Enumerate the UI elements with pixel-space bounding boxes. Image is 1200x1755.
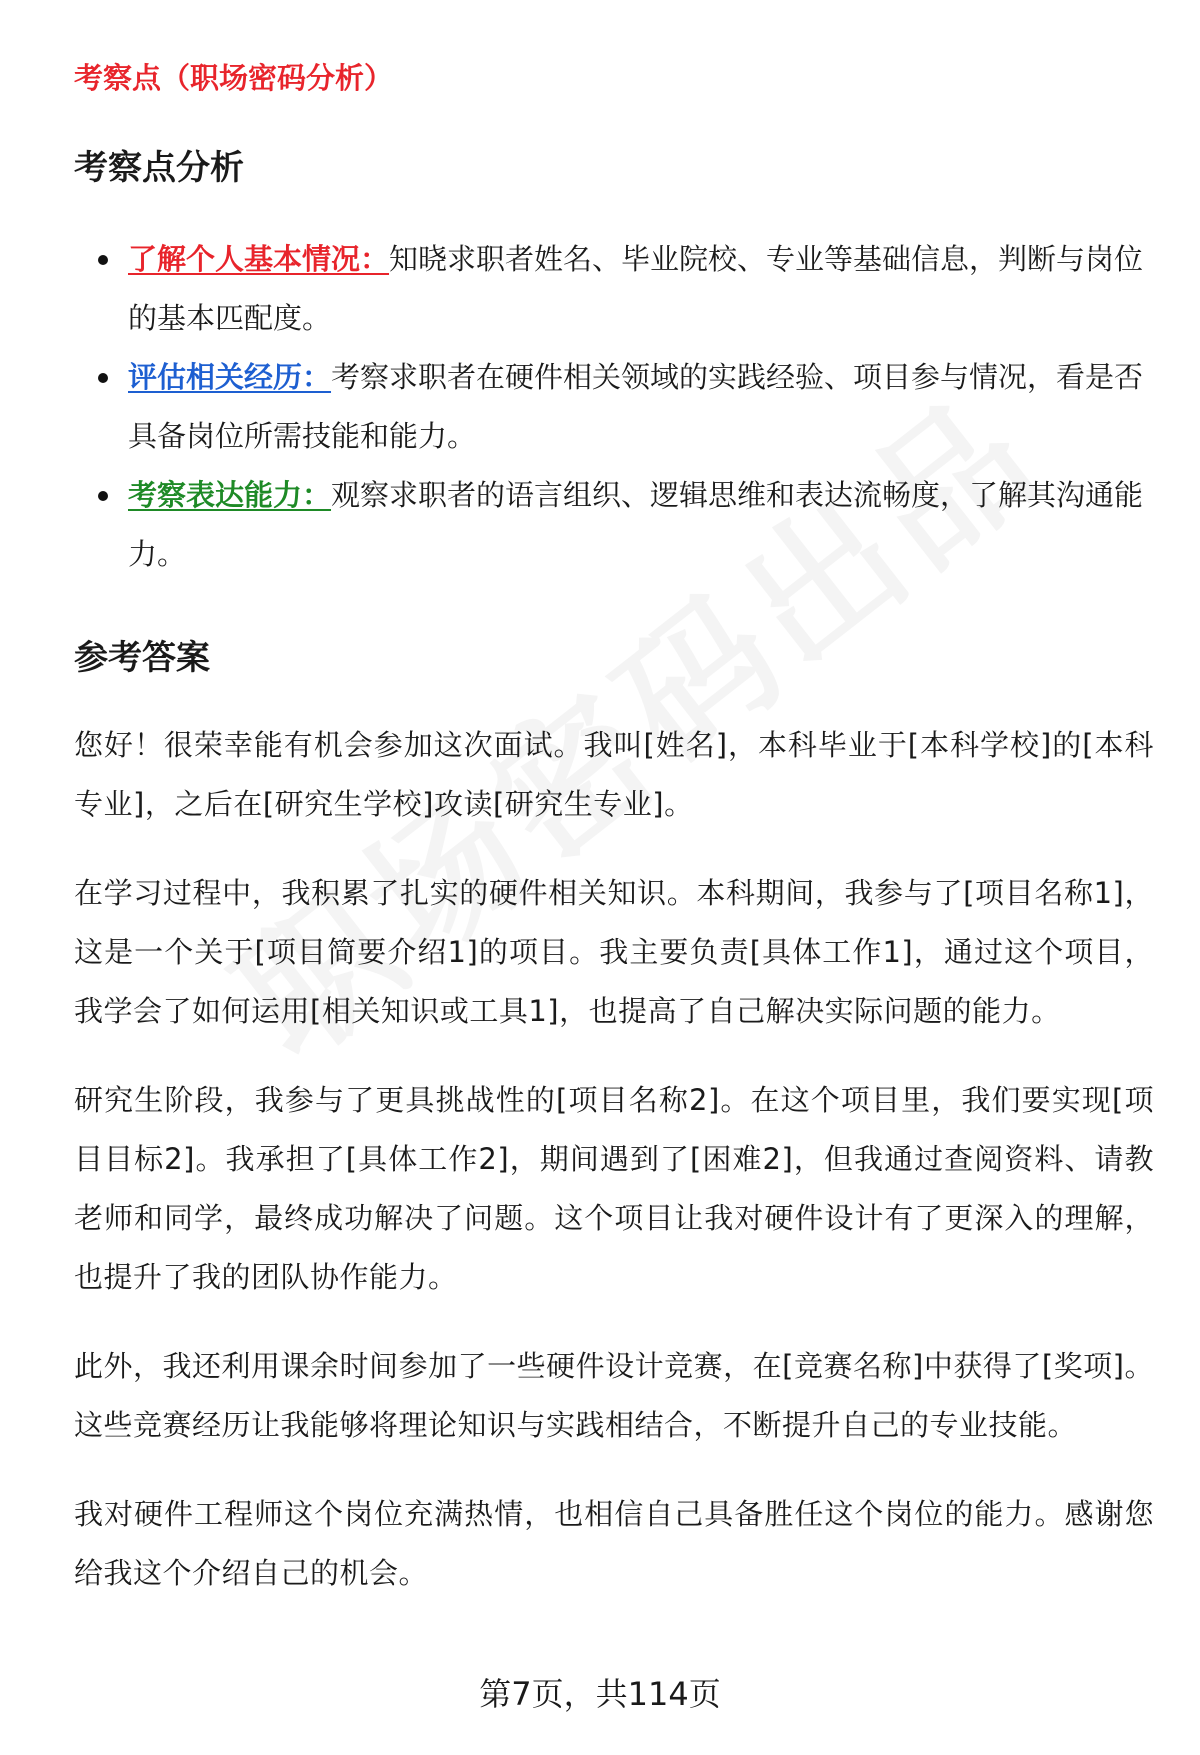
bullet-icon (98, 491, 108, 501)
point-text: 知晓求职者姓名、毕业院校、专业等基础信息，判断与岗位的基本匹配度。 (128, 242, 1144, 335)
point-keyword: 评估相关经历： (128, 360, 332, 394)
answer-paragraph: 我对硬件工程师这个岗位充满热情，也相信自己具备胜任这个岗位的能力。感谢您给我这个介绍自己的机会。 (74, 1497, 1154, 1590)
list-item (128, 466, 1154, 584)
answer-body (74, 716, 1154, 1603)
list-item (128, 230, 1154, 348)
point-keyword: 了解个人基本情况： (128, 242, 390, 276)
answer-paragraph: 您好！很荣幸能有机会参加这次面试。我叫[姓名]，本科毕业于[本科学校]的[本科专业]，之后在[研究生学校]攻读[研究生专业]。 (74, 728, 1154, 821)
answer-paragraph: 在学习过程中，我积累了扎实的硬件相关知识。本科期间，我参与了[项目名称1]，这是一个关于[项目简要介绍1]的项目。我主要负责[具体工作1]，通过这个项目，我学会了如何运用[相关知识或工具1]，也提高了自己解决实际问题的能力。 (74, 876, 1154, 1028)
point-text: 观察求职者的语言组织、逻辑思维和表达流畅度，了解其沟通能力。 (128, 478, 1144, 571)
bullet-icon (98, 373, 108, 383)
answer-heading: 参考答案 (74, 638, 210, 678)
page-number-footer: 第7页，共114页 (479, 1675, 721, 1713)
document-page (74, 58, 1154, 1633)
list-item (128, 348, 1154, 466)
answer-paragraph: 此外，我还利用课余时间参加了一些硬件设计竞赛，在[竞赛名称]中获得了[奖项]。这些竞赛经历让我能够将理论知识与实践相结合，不断提升自己的专业技能。 (74, 1349, 1154, 1442)
analysis-points-list (74, 230, 1154, 584)
analysis-heading: 考察点分析 (74, 148, 244, 188)
answer-paragraph: 研究生阶段，我参与了更具挑战性的[项目名称2]。在这个项目里，我们要实现[项目目标2]。我承担了[具体工作2]，期间遇到了[困难2]，但我通过查阅资料、请教老师和同学，最终成功解决了问题。这个项目让我对硬件设计有了更深入的理解，也提升了我的团队协作能力。 (74, 1083, 1154, 1294)
section-label: 考察点（职场密码分析） (74, 61, 394, 95)
bullet-icon (98, 255, 108, 265)
point-keyword: 考察表达能力： (128, 478, 332, 512)
point-text: 考察求职者在硬件相关领域的实践经验、项目参与情况，看是否具备岗位所需技能和能力。 (128, 360, 1144, 453)
